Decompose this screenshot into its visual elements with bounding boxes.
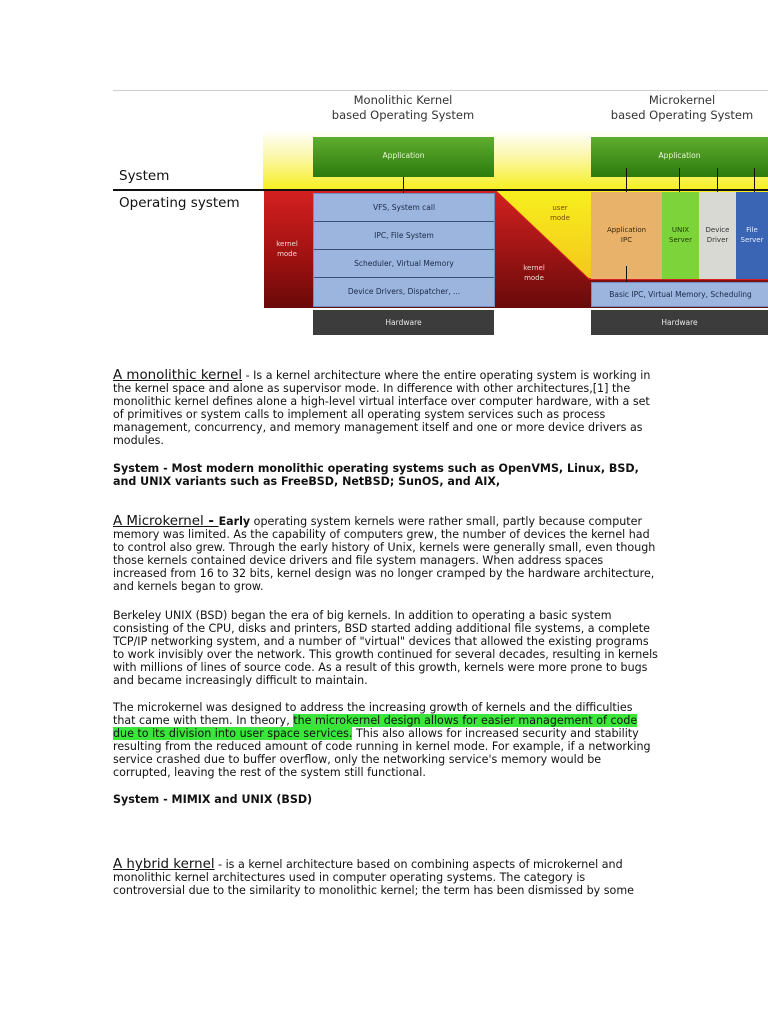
monolithic-system-line: System - Most modern monolithic operating systems such as OpenVMS, Linux, BSD, and UNIX variants such as FreeBSD, NetBSD; SunOS, and AIX, xyxy=(113,462,639,488)
mono-layer-vfs: VFS, System call xyxy=(314,194,494,222)
monolithic-header: Monolithic Kernel based Operating System xyxy=(331,93,475,122)
hybrid-body: - is a kernel architecture based on combining aspects of microkernel and monolithic kernel architectures used in computer operating systems. The category is controversial due to the similarity to monolithic kernel; the term has been dismissed by some xyxy=(113,858,634,897)
highlighted-text: the microkernel design allows for easier management of code due to its division into user space services. xyxy=(113,714,638,740)
mono-kernel-mode-label: kernel mode xyxy=(276,240,298,258)
microkernel-header: Microkernel based Operating System xyxy=(610,93,754,122)
micro-arrow-4 xyxy=(754,168,755,192)
hybrid-heading: A hybrid kernel xyxy=(113,857,215,872)
microkernel-early: Early xyxy=(218,515,251,528)
mono-layer-ipc: IPC, File System xyxy=(314,222,494,250)
mono-hardware-box: Hardware xyxy=(313,310,494,335)
micro-hardware-box: Hardware xyxy=(591,310,768,335)
micro-base-box: Basic IPC, Virtual Memory, Scheduling xyxy=(591,282,768,307)
mono-layer-drivers: Device Drivers, Dispatcher, ... xyxy=(347,287,461,296)
micro-server-device-driver: Device Driver xyxy=(699,192,736,279)
monolithic-paragraph xyxy=(113,369,658,447)
micro-server-application-ipc: Application IPC xyxy=(591,192,662,279)
monolithic-heading: A monolithic kernel xyxy=(113,368,243,383)
micro-kernel-mode-label: kernel mode xyxy=(523,264,545,282)
microkernel-design-paragraph xyxy=(113,701,658,779)
micro-arrow-1 xyxy=(626,168,627,192)
microkernel-body: operating system kernels were rather small, partly because computer memory was limited. As the capability of computers grew, the number of devices the kernel had to control also grew. Through the early history of Unix, kernels were generally small, even though those kernels contained device drivers and file system managers. When address spaces increased from 16 to 32 bits, kernel design was no longer cramped by the hardware architecture, and kernels began to grow. xyxy=(113,515,656,593)
micro-user-mode-label: user mode xyxy=(550,204,570,222)
mono-layer-stack xyxy=(313,193,495,307)
micro-arrow-3 xyxy=(717,168,718,192)
hybrid-paragraph xyxy=(113,858,658,897)
mono-application-box: Application xyxy=(313,137,494,177)
os-row-label: Operating system xyxy=(119,195,240,211)
top-rule xyxy=(113,90,768,91)
microkernel-system-line: System - MIMIX and UNIX (BSD) xyxy=(113,793,313,806)
micro-server-unix: UNIX Server xyxy=(662,192,699,279)
micro-server-file: File Server xyxy=(736,192,768,279)
microkernel-heading-dash: - xyxy=(203,514,219,529)
monolithic-body: - Is a kernel architecture where the entire operating system is working in the kernel space and alone as supervisor mode. In difference with other architectures,[1] the monolithic kernel defines alone a high-level virtual interface over computer hardware, with a set of primitives or system calls to implement all operating system services such as process management, concurrency, and memory management itself and one or more device drivers as modules. xyxy=(113,369,651,447)
microkernel-paragraph xyxy=(113,515,658,593)
mono-layer-scheduler: Scheduler, Virtual Memory xyxy=(314,250,494,278)
design-text-a: The microkernel was designed to address the increasing growth of kernels and the difficulties that came with them. In theory, xyxy=(113,701,633,727)
berkeley-paragraph: Berkeley UNIX (BSD) began the era of big kernels. In addition to operating a basic system consisting of the CPU, disks and printers, BSD started adding additional file systems, a complete TCP/IP networking system, and a number of "virtual" devices that allowed the existing programs to work invisibly over the network. This growth continued for several decades, resulting in kernels with millions of lines of source code. As a result of this growth, kernels were more prone to bugs and became increasingly difficult to maintain. xyxy=(113,609,658,687)
micro-application-box: Application xyxy=(591,137,768,177)
design-text-b: This also allows for increased security and stability resulting from the reduced amount of code running in kernel mode. For example, if a networking service crashed due to buffer overflow, only the networking service's memory would be corrupted, leaving the rest of the system still functional. xyxy=(113,727,651,779)
micro-arrow-2 xyxy=(679,168,680,192)
system-row-label: System xyxy=(119,168,170,184)
kernel-architecture-diagram xyxy=(0,0,768,345)
microkernel-heading: A Microkernel xyxy=(113,514,204,529)
